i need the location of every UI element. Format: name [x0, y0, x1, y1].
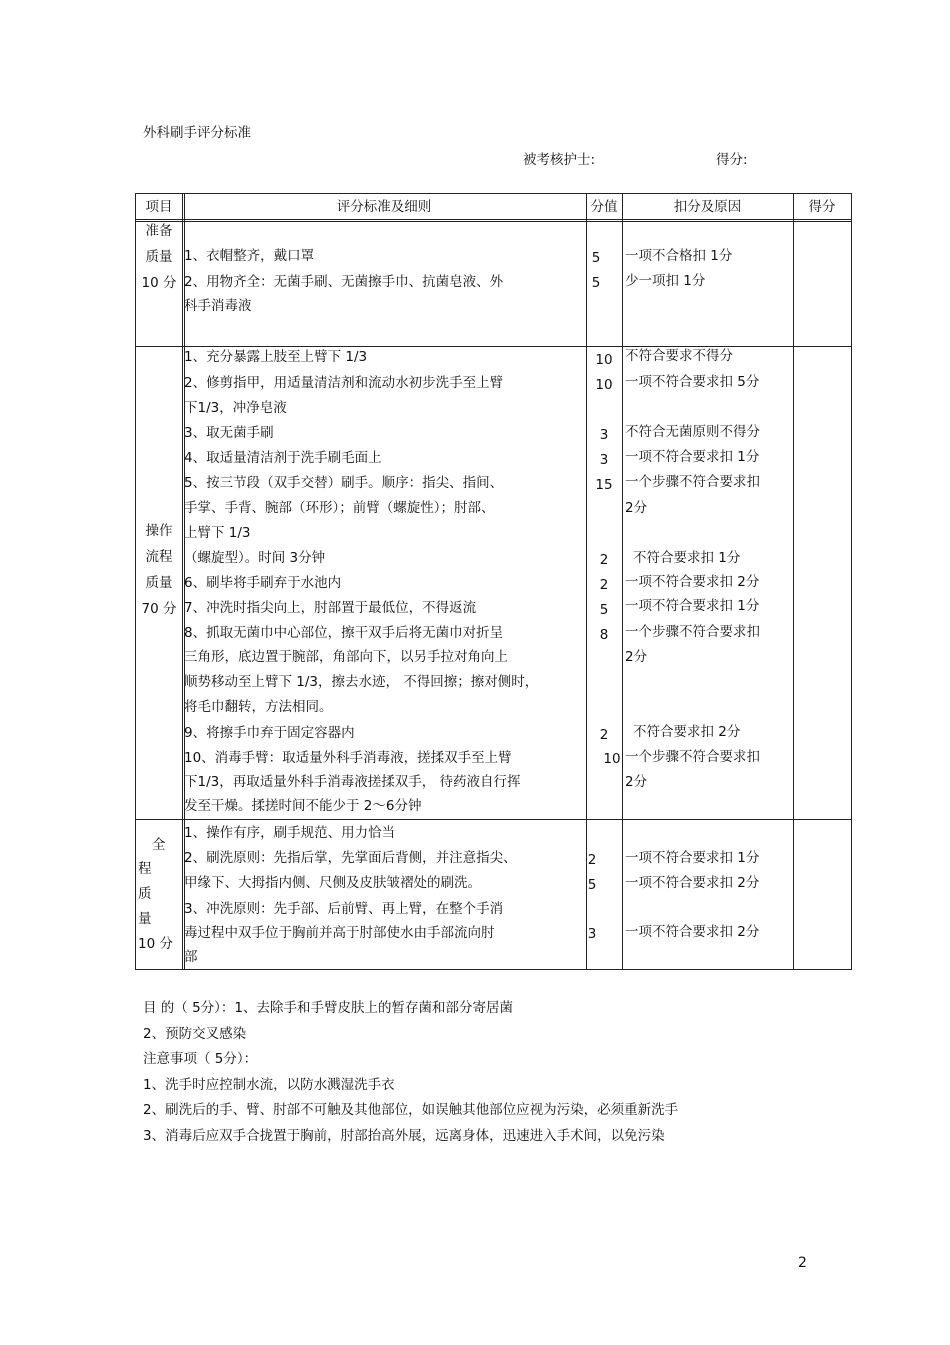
section-category: 量 [138, 911, 152, 927]
criteria-line: 上臂下 1/3 [184, 525, 251, 541]
table-divider [136, 819, 851, 820]
points-value: 5 [591, 275, 601, 291]
criteria-line: 下1/3，冲净皂液 [184, 400, 287, 416]
points-value: 5 [587, 877, 597, 893]
deduction-line: 一项不合格扣 1分 [625, 248, 733, 264]
criteria-line: 1、操作有序，刷手规范、用力恰当 [184, 825, 396, 841]
points-value: 2 [599, 577, 609, 593]
scoring-table [135, 193, 852, 970]
criteria-line: 甲缘下、大拇指内侧、尺侧及皮肤皱褶处的刷洗。 [184, 875, 481, 891]
deduction-line: 不符合要求不得分 [625, 348, 733, 364]
section-category: 质 [138, 886, 152, 902]
points-value: 15 [595, 477, 613, 493]
deduction-line: 不符合要求扣 1分 [633, 550, 741, 566]
table-divider [622, 194, 623, 969]
header-score: 得分 [808, 199, 836, 215]
notes-section [143, 996, 678, 1149]
deduction-line: 一项不符合要求扣 2分 [625, 574, 760, 590]
section-category: 程 [138, 861, 152, 877]
criteria-line: 1、充分暴露上肢至上臂下 1/3 [184, 349, 368, 365]
criteria-line: 9、将擦手巾弃于固定容器内 [184, 725, 355, 741]
points-value: 10 [603, 751, 621, 767]
points-value: 5 [599, 602, 609, 618]
criteria-line: （螺旋型）。时间 3分钟 [184, 550, 326, 566]
deduction-line: 一项不符合要求扣 1分 [625, 598, 760, 614]
deduction-line: 一个步骤不符合要求扣 [625, 749, 760, 765]
points-value: 2 [599, 552, 609, 568]
criteria-line: 毒过程中双手位于胸前并高于肘部使水由手部流向肘 [184, 925, 495, 941]
criteria-line: 5、按三节段（双手交替）刷手。顺序：指尖、指间、 [184, 475, 504, 491]
points-value: 3 [587, 926, 597, 942]
criteria-line: 3、冲洗原则：先手部、后前臂、再上臂，在整个手消 [184, 901, 504, 917]
deduction-line: 一项不符合要求扣 1分 [625, 850, 760, 866]
section-category: 10 分 [138, 936, 173, 952]
criteria-line: 2、用物齐全：无菌手刷、无菌擦手巾、抗菌皂液、外 [184, 274, 504, 290]
criteria-line: 将毛巾翻转，方法相同。 [184, 699, 333, 715]
criteria-line: 部 [184, 949, 198, 965]
criteria-line: 2、刷洗原则：先指后掌，先掌面后背侧，并注意指尖、 [184, 850, 517, 866]
deduction-line: 少一项扣 1分 [625, 273, 706, 289]
criteria-line: 三角形，底边置于腕部，角部向下，以另手拉对角向上 [184, 649, 508, 665]
deduction-line: 不符合无菌原则不得分 [625, 424, 760, 440]
header-item: 项目 [145, 199, 173, 215]
section-category: 全 [152, 837, 166, 853]
header-deduction: 扣分及原因 [673, 199, 742, 215]
deduction-line: 一个步骤不符合要求扣 [625, 624, 760, 640]
section-category: 操作 流程 质量 70 分 [141, 523, 177, 617]
table-divider [793, 194, 794, 969]
points-value: 5 [591, 250, 601, 266]
deduction-line: 不符合要求扣 2分 [633, 724, 741, 740]
total-score-label: 得分: [716, 152, 748, 168]
document-title: 外科刷手评分标准 [143, 125, 251, 141]
criteria-line: 4、取适量清洁剂于洗手刷毛面上 [184, 450, 382, 466]
criteria-line: 2、修剪指甲，用适量清洁剂和流动水初步洗手至上臂 [184, 375, 504, 391]
examinee-label: 被考核护士: [523, 152, 596, 168]
criteria-line: 科手消毒液 [184, 298, 252, 314]
header-points: 分值 [590, 199, 618, 215]
precaution-item: 2、刷洗后的手、臂、肘部不可触及其他部位，如误触其他部位应视为污染，必须重新洗手 [143, 1102, 679, 1118]
points-value: 2 [599, 727, 609, 743]
precautions-heading: 注意事项（ 5分）： [143, 1051, 258, 1067]
criteria-line: 1、衣帽整齐，戴口罩 [184, 248, 315, 264]
criteria-line: 手掌、手背、腕部（环形）；前臂（螺旋性）；肘部、 [184, 500, 495, 516]
criteria-line: 6、刷毕将手刷弃于水池内 [184, 575, 342, 591]
points-value: 3 [599, 427, 609, 443]
criteria-line: 3、取无菌手刷 [184, 425, 274, 441]
section-category: 准备 质量 10 分 [141, 223, 177, 291]
deduction-line: 2分 [625, 774, 648, 790]
deduction-line: 一项不符合要求扣 1分 [625, 449, 760, 465]
header-criteria: 评分标准及细则 [336, 199, 432, 215]
deduction-line: 一项不符合要求扣 2分 [625, 875, 760, 891]
deduction-line: 一项不符合要求扣 2分 [625, 924, 760, 940]
points-value: 10 [595, 377, 613, 393]
purpose-line: 目 的（ 5分）：1、去除手和手臂皮肤上的暂存菌和部分寄居菌 [143, 1000, 514, 1016]
precaution-item: 3、消毒后应双手合拢置于胸前，肘部抬高外展，远离身体，迅速进入手术间，以免污染 [143, 1127, 665, 1144]
points-value: 8 [599, 627, 609, 643]
criteria-line: 10、消毒手臂：取适量外科手消毒液，搓揉双手至上臂 [184, 750, 512, 766]
criteria-line: 顺势移动至上臂下 1/3，擦去水迹， 不得回擦；擦对侧时， [184, 674, 539, 690]
points-value: 3 [599, 452, 609, 468]
criteria-line: 8、抓取无菌巾中心部位，擦干双手后将无菌巾对折呈 [184, 625, 504, 641]
deduction-line: 一个步骤不符合要求扣 [625, 474, 760, 490]
criteria-line: 下1/3，再取适量外科手消毒液搓揉双手， 待药液自行挥 [184, 774, 521, 790]
deduction-line: 2分 [625, 649, 648, 665]
precaution-item: 1、洗手时应控制水流，以防水溅湿洗手衣 [143, 1076, 395, 1093]
criteria-line: 发至干燥。揉搓时间不能少于 2～6分钟 [184, 798, 422, 814]
deduction-line: 一项不符合要求扣 5分 [625, 374, 760, 390]
criteria-line: 7、冲洗时指尖向上，肘部置于最低位，不得返流 [184, 600, 477, 616]
purpose-line: 2、预防交叉感染 [143, 1025, 247, 1042]
points-value: 2 [587, 852, 597, 868]
points-value: 10 [595, 352, 613, 368]
deduction-line: 2分 [625, 500, 648, 516]
page-number: 2 [798, 1255, 807, 1271]
